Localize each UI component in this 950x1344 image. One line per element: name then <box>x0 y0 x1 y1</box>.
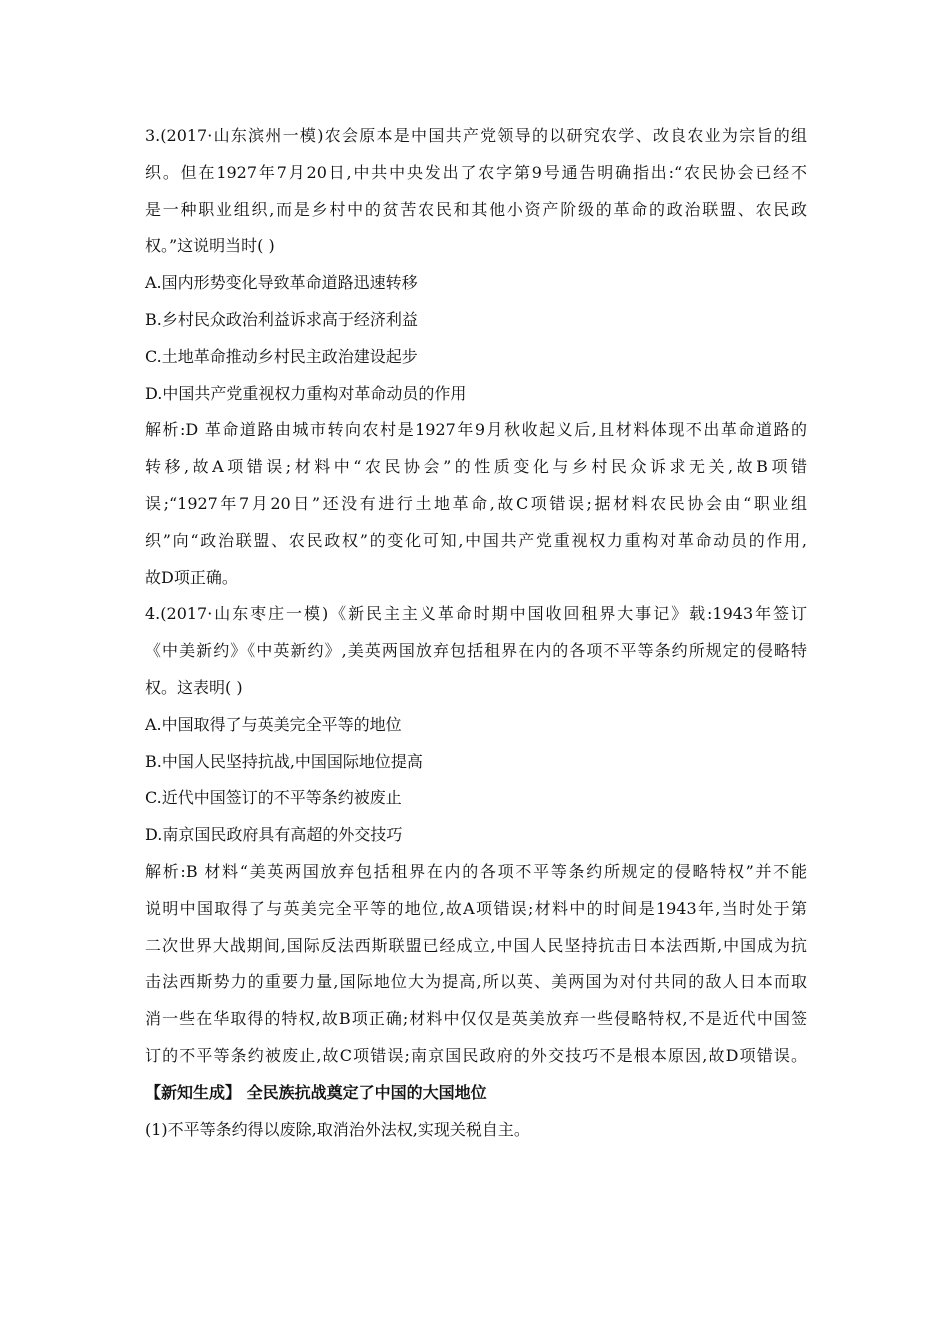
q4-analysis-line-5: 消一些在华取得的特权,故B项正确;材料中仅仅是英美放弃一些侵略特权,不是近代中国签 <box>145 1009 807 1029</box>
q3-analysis-line-3: 误;“1927年7月20日”还没有进行土地革命,故C项错误;据材料农民协会由“职业组 <box>145 493 807 513</box>
q4-analysis-line-3: 二次世界大战期间,国际反法西斯联盟已经成立,中国人民坚持抗击日本法西斯,中国成为抗 <box>145 935 807 955</box>
q4-stem-line-1: 4.(2017·山东枣庄一模)《新民主主义革命时期中国收回租界大事记》载:1943年签订 <box>145 604 807 624</box>
q3-option-c: C.土地革命推动乡村民主政治建设起步 <box>145 346 418 366</box>
q3-option-d: D.中国共产党重视权力重构对革命动员的作用 <box>145 383 467 403</box>
document-body <box>145 118 807 1148</box>
q3-stem-line-4: 权。”这说明当时( ) <box>145 236 275 256</box>
q3-analysis-line-5: 故D项正确。 <box>145 567 238 587</box>
q3-analysis-line-2: 转移,故A项错误;材料中“农民协会”的性质变化与乡村民众诉求无关,故B项错 <box>145 457 807 477</box>
q3-option-a: A.国内形势变化导致革命道路迅速转移 <box>145 273 418 293</box>
q3-option-b: B.乡村民众政治利益诉求高于经济利益 <box>145 309 418 329</box>
q4-analysis-line-1: 解析:B 材料“美英两国放弃包括租界在内的各项不平等条约所规定的侵略特权”并不能 <box>145 861 807 881</box>
q4-option-a: A.中国取得了与英美完全平等的地位 <box>145 714 402 734</box>
q4-option-d: D.南京国民政府具有高超的外交技巧 <box>145 825 403 845</box>
q4-analysis-line-2: 说明中国取得了与英美完全平等的地位,故A项错误;材料中的时间是1943年,当时处于第 <box>145 898 807 918</box>
q3-stem-line-2: 织。但在1927年7月20日,中共中央发出了农字第9号通告明确指出:“农民协会已经不 <box>145 162 807 182</box>
new-knowledge-point-1: (1)不平等条约得以废除,取消治外法权,实现关税自主。 <box>145 1119 530 1139</box>
q4-option-c: C.近代中国签订的不平等条约被废止 <box>145 788 402 808</box>
q4-option-b: B.中国人民坚持抗战,中国国际地位提高 <box>145 751 423 771</box>
q3-stem-line-3: 是一种职业组织,而是乡村中的贫苦农民和其他小资产阶级的革命的政治联盟、农民政 <box>145 199 807 219</box>
q4-stem-line-3: 权。这表明( ) <box>145 677 243 697</box>
q4-analysis-line-6: 订的不平等条约被废止,故C项错误;南京国民政府的外交技巧不是根本原因,故D项错误。 <box>145 1045 807 1065</box>
new-knowledge-heading: 【新知生成】 全民族抗战奠定了中国的大国地位 <box>145 1082 487 1102</box>
q3-analysis-line-4: 织”向“政治联盟、农民政权”的变化可知,中国共产党重视权力重构对革命动员的作用, <box>145 530 807 550</box>
q4-stem-line-2: 《中美新约》《中英新约》,美英两国放弃包括租界在内的各项不平等条约所规定的侵略特 <box>145 641 807 661</box>
q3-analysis-line-1: 解析:D 革命道路由城市转向农村是1927年9月秋收起义后,且材料体现不出革命道路的 <box>145 420 807 440</box>
q3-stem-line-1: 3.(2017·山东滨州一模)农会原本是中国共产党领导的以研究农学、改良农业为宗旨的组 <box>145 126 807 145</box>
q4-analysis-line-4: 击法西斯势力的重要力量,国际地位大为提高,所以英、美两国为对付共同的敌人日本而取 <box>145 972 807 992</box>
